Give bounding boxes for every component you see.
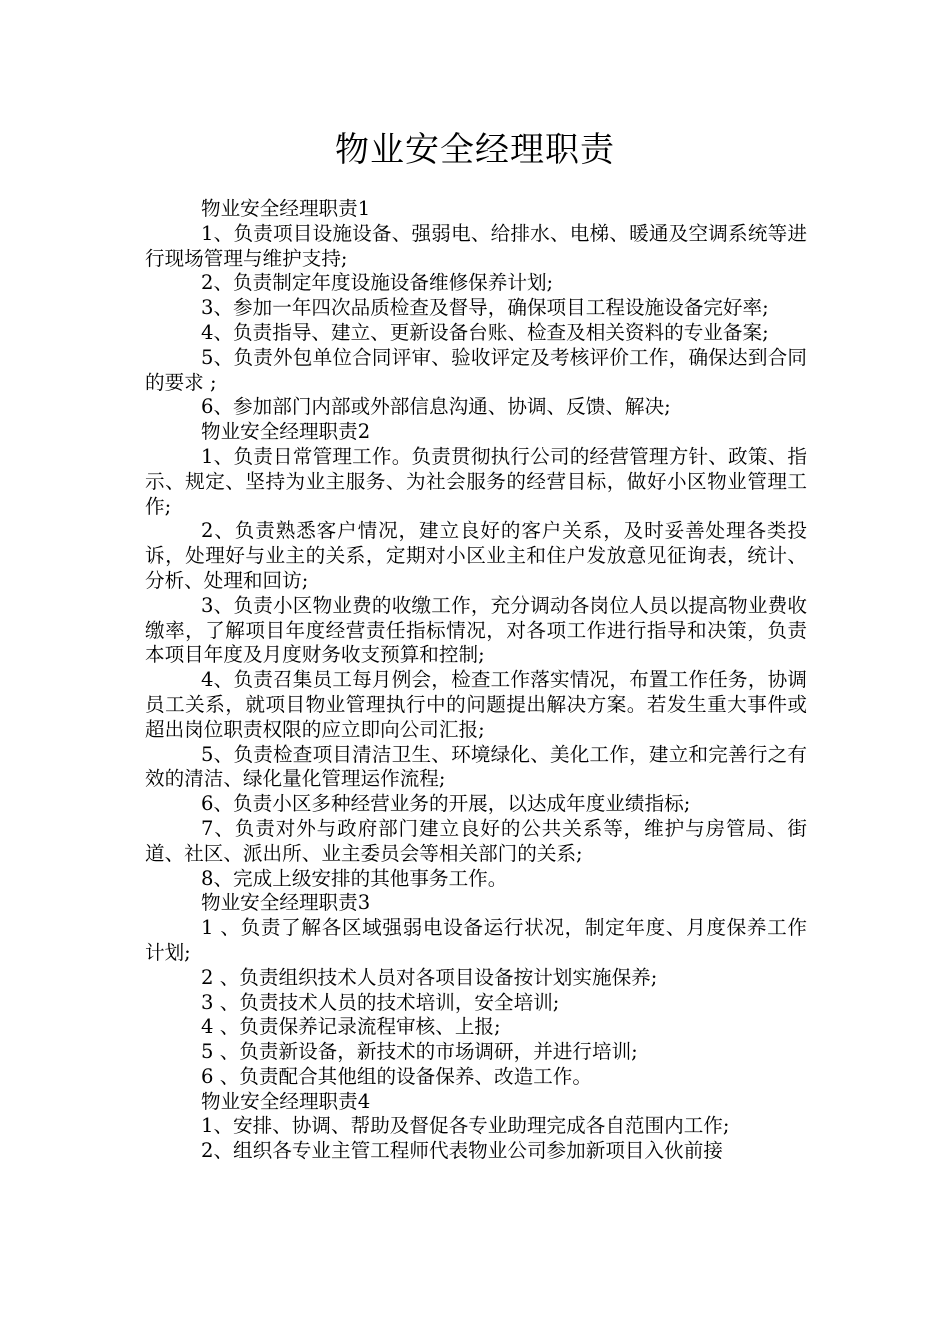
page-title: 物业安全经理职责 [335, 130, 615, 170]
paragraph: 3、参加一年四次品质检查及督导，确保项目工程设施设备完好率; [201, 296, 769, 320]
paragraph: 5、负责外包单位合同评审、验收评定及考核评价工作，确保达到合同的要求 ; [145, 345, 807, 394]
paragraph: 1、负责日常管理工作。负责贯彻执行公司的经营管理方针、政策、指示、规定、坚持为业主服务、为社会服务的经营目标，做好小区物业管理工作; [145, 444, 807, 518]
paragraph: 1、负责项目设施设备、强弱电、给排水、电梯、暖通及空调系统等进行现场管理与维护支持; [145, 221, 807, 270]
paragraph: 4、负责指导、建立、更新设备台账、检查及相关资料的专业备案; [201, 320, 769, 344]
paragraph: 4 、负责保养记录流程审核、上报; [201, 1015, 501, 1039]
paragraph: 1、安排、协调、帮助及督促各专业助理完成各自范围内工作; [201, 1114, 730, 1138]
section-heading: 物业安全经理职责4 [201, 1089, 371, 1113]
paragraph: 3 、负责技术人员的技术培训，安全培训; [201, 990, 560, 1014]
document-body [145, 197, 807, 1164]
section-heading: 物业安全经理职责2 [201, 420, 371, 444]
section-heading: 物业安全经理职责3 [201, 891, 371, 915]
paragraph: 8、完成上级安排的其他事务工作。 [201, 866, 508, 890]
section-heading: 物业安全经理职责1 [201, 197, 371, 220]
paragraph: 2、组织各专业主管工程师代表物业公司参加新项目入伙前接 [201, 1139, 723, 1163]
paragraph: 7、负责对外与政府部门建立良好的公共关系等，维护与房管局、街道、社区、派出所、业主委员会等相关部门的关系; [145, 816, 807, 865]
paragraph: 6 、负责配合其他组的设备保养、改造工作。 [201, 1064, 592, 1088]
paragraph: 5、负责检查项目清洁卫生、环境绿化、美化工作，建立和完善行之有效的清洁、绿化量化管理运作流程; [145, 742, 807, 791]
paragraph: 3、负责小区物业费的收缴工作，充分调动各岗位人员以提高物业费收缴率，了解项目年度经营责任指标情况，对各项工作进行指导和决策，负责本项目年度及月度财务收支预算和控制; [145, 593, 807, 667]
paragraph: 4、负责召集员工每月例会，检查工作落实情况，布置工作任务，协调员工关系，就项目物业管理执行中的问题提出解决方案。若发生重大事件或超出岗位职责权限的应立即向公司汇报; [145, 668, 807, 741]
paragraph: 6、负责小区多种经营业务的开展，以达成年度业绩指标; [201, 792, 691, 816]
paragraph: 2 、负责组织技术人员对各项目设备按计划实施保养; [201, 965, 658, 989]
paragraph: 5 、负责新设备，新技术的市场调研，并进行培训; [201, 1040, 638, 1064]
paragraph: 2、负责熟悉客户情况，建立良好的客户关系，及时妥善处理各类投诉，处理好与业主的关系，定期对小区业主和住户发放意见征询表，统计、分析、处理和回访; [145, 519, 807, 592]
paragraph: 2、负责制定年度设施设备维修保养计划; [201, 271, 554, 295]
paragraph: 6、参加部门内部或外部信息沟通、协调、反馈、解决; [201, 395, 671, 419]
paragraph: 1 、负责了解各区域强弱电设备运行状况，制定年度、月度保养工作计划; [145, 916, 807, 964]
